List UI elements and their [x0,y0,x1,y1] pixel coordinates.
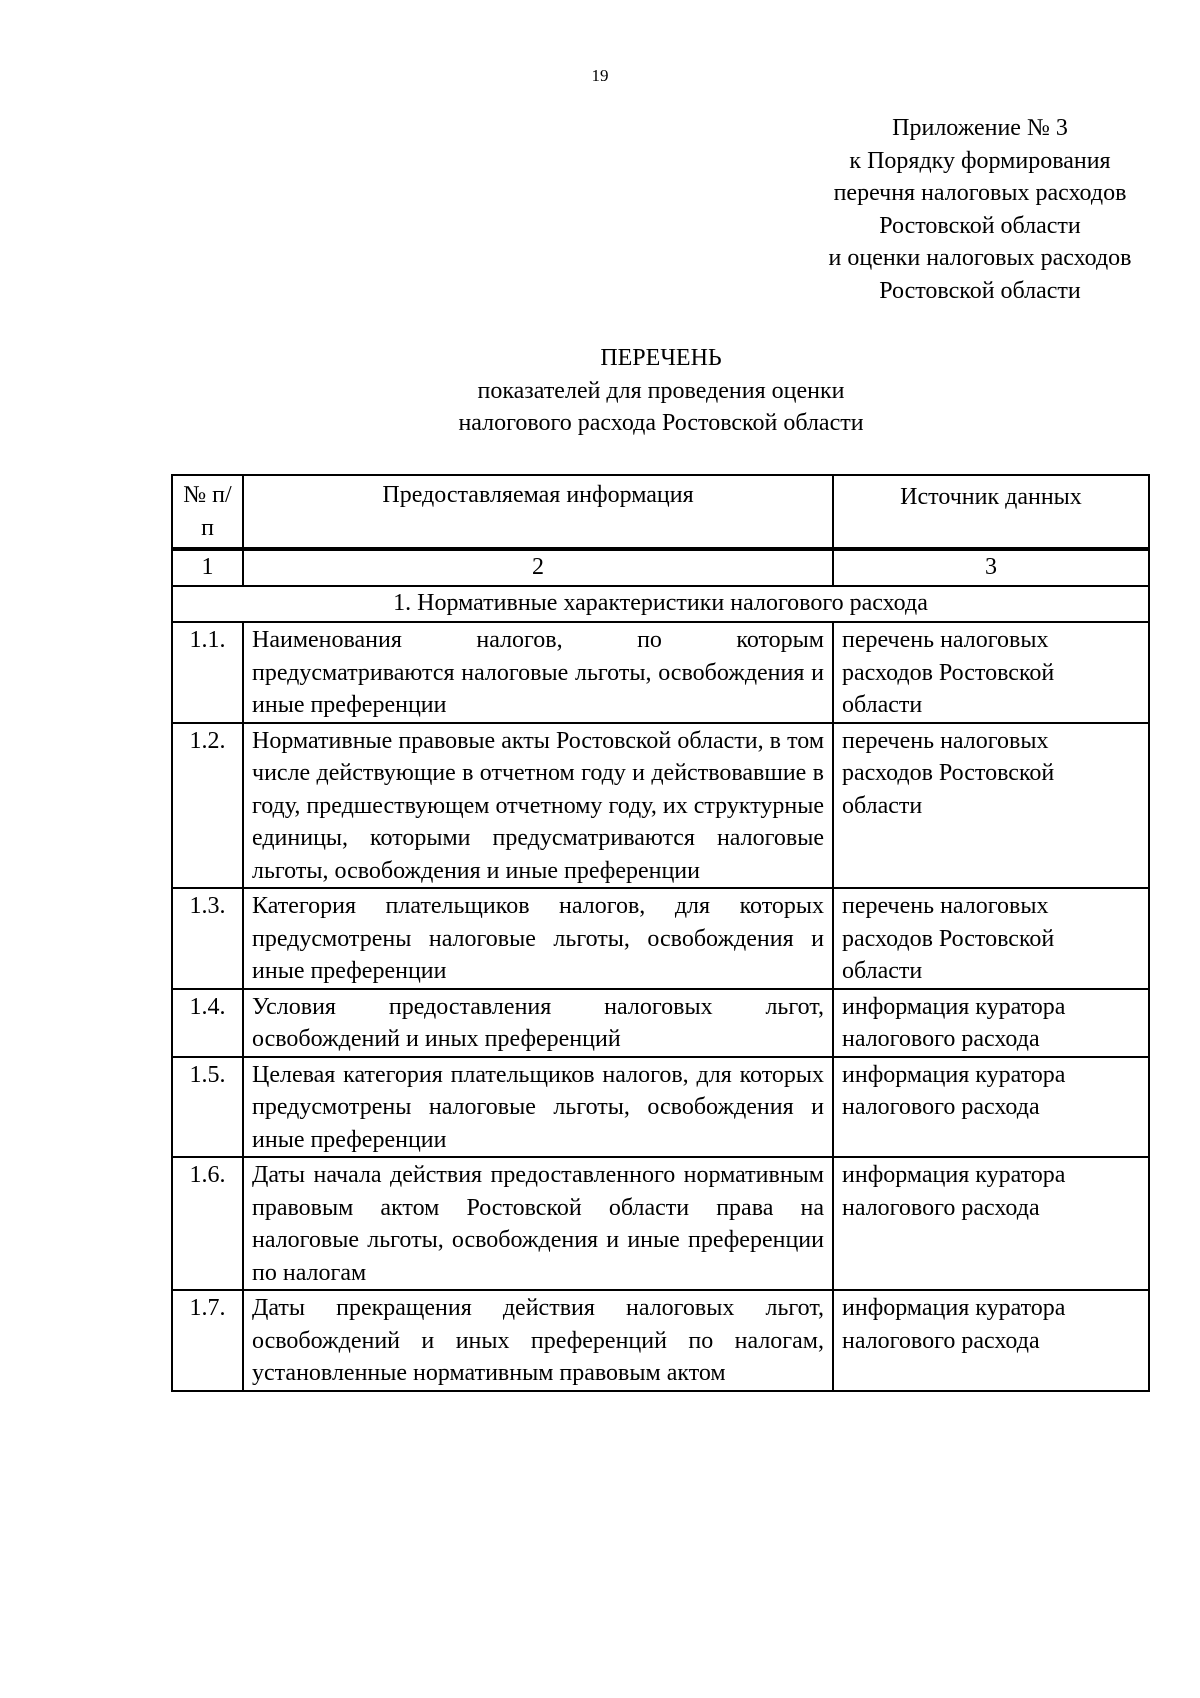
page-number: 19 [591,66,609,85]
row-source: информация куратора налогового расхода [833,1157,1149,1290]
header-num: № п/п [172,475,243,549]
title-subtitle-line: показателей для проведения оценки [477,377,845,404]
section-row [172,586,1149,622]
row-number: 1.4. [172,989,243,1057]
row-number: 1.5. [172,1057,243,1158]
row-source: перечень налоговых расходов Ростовской области [833,888,1149,989]
row-number: 1.1. [172,622,243,723]
header-info: Предоставляемая информация [243,475,833,549]
table-row [172,1057,1149,1158]
table-row [172,723,1149,889]
row-source: перечень налоговых расходов Ростовской области [833,723,1149,889]
appendix-line: к Порядку формирования [849,147,1111,174]
section-title: 1. Нормативные характеристики налогового расхода [172,586,1149,622]
title-main: ПЕРЕЧЕНЬ [600,345,722,371]
column-number: 3 [833,549,1149,586]
row-source: информация куратора налогового расхода [833,1057,1149,1158]
row-source: перечень налоговых расходов Ростовской области [833,622,1149,723]
table-row [172,622,1149,723]
appendix-line: Ростовской области [879,212,1081,239]
row-source: информация куратора налогового расхода [833,989,1149,1057]
row-number: 1.3. [172,888,243,989]
row-info: Целевая категория плательщиков налогов, для которых предусмотрены налоговые льготы, освобождения и иные преференции [243,1057,833,1158]
row-info: Даты прекращения действия налоговых льгот, освобождений и иных преференций по налогам, установленные нормативным правовым актом [243,1290,833,1391]
appendix-line: Ростовской области [879,277,1081,304]
title-subtitle-line: налогового расхода Ростовской области [458,410,864,436]
row-info: Нормативные правовые акты Ростовской области, в том числе действующие в отчетном году и действовавшие в году, предшествующем отчетному году, их структурные единицы, которыми предусматриваются налоговые льготы, освобождения и иные преференции [243,723,833,889]
appendix-line: и оценки налоговых расходов [828,245,1132,271]
row-number: 1.2. [172,723,243,889]
column-number: 2 [243,549,833,586]
table-row [172,1157,1149,1290]
header-source: Источник данных [833,475,1149,549]
row-info: Наименования налогов, по которым предусматриваются налоговые льготы, освобождения и иные преференции [243,622,833,723]
row-source: информация куратора налогового расхода [833,1290,1149,1391]
column-numbers-row [172,549,1149,586]
table-row [172,888,1149,989]
table-row [172,989,1149,1057]
table-row [172,1290,1149,1391]
document-title [0,342,1200,440]
column-number: 1 [172,549,243,586]
row-info: Категория плательщиков налогов, для которых предусмотрены налоговые льготы, освобождения и иные преференции [243,888,833,989]
indicators-table [171,474,1150,1392]
appendix-line: перечня налоговых расходов [833,180,1127,206]
row-number: 1.6. [172,1157,243,1290]
table-header-row [172,475,1149,549]
appendix-block [760,112,1200,307]
row-info: Даты начала действия предоставленного нормативным правовым актом Ростовской области права на налоговые льготы, освобождения и иные преференции по налогам [243,1157,833,1290]
row-info: Условия предоставления налоговых льгот, освобождений и иных преференций [243,989,833,1057]
row-number: 1.7. [172,1290,243,1391]
appendix-line: Приложение № 3 [892,115,1068,141]
